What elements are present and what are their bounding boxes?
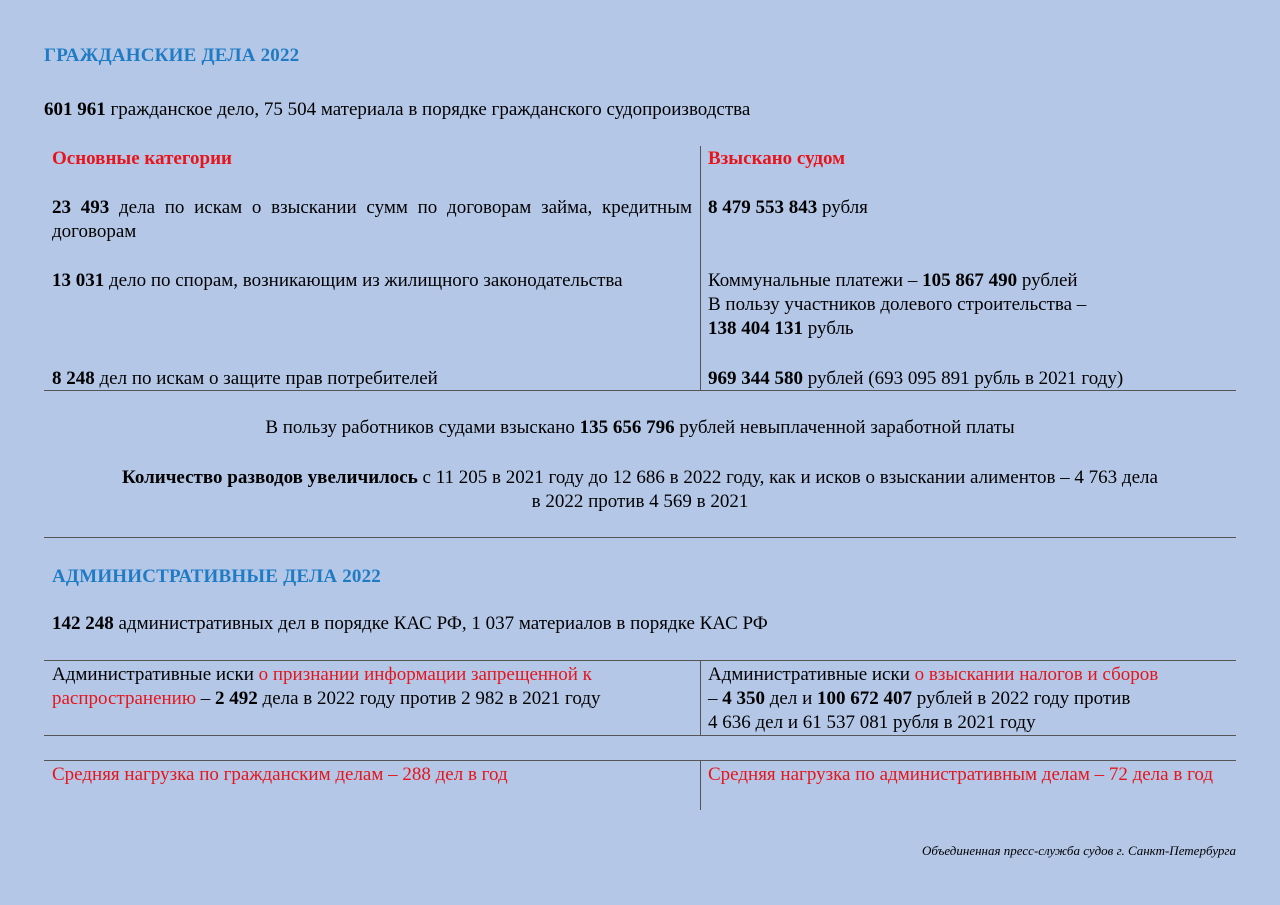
- civil-row-3-left-num: 8 248: [52, 368, 95, 389]
- load-admin: Средняя нагрузка по административным делам – 72 дела в год: [708, 764, 1214, 785]
- footer-credit: Объединенная пресс-служба судов г. Санкт-Петербурга: [922, 843, 1236, 858]
- admin-left-red: о признании информации запрещенной к распространению: [52, 664, 592, 709]
- civil-row-1-right: [708, 196, 868, 220]
- admin-table-top-rule: [44, 660, 1236, 661]
- admin-right-line-3: 4 636 дел и 61 537 081 рубля в 2021 году: [708, 712, 1036, 733]
- admin-right-cell: [708, 663, 1238, 735]
- civil-divorces-paragraph: [44, 466, 1236, 514]
- civil-wages-line: В пользу работников судами взыскано 135 656 796 рублей невыплаченной заработной платы: [265, 417, 1015, 438]
- civil-summary-count: 601 961: [44, 99, 106, 120]
- admin-table-bottom-rule: [44, 735, 1236, 736]
- civil-row-3-left: [52, 367, 438, 391]
- civil-column-divider: [700, 146, 701, 390]
- section-separator: [44, 537, 1236, 538]
- civil-row-3-right: [708, 367, 1123, 391]
- admin-left-num: 2 492: [215, 688, 258, 709]
- civil-divorces-line-2: в 2022 против 4 569 в 2021: [531, 491, 749, 512]
- civil-row-2-right-line-3: 138 404 131 рубль: [708, 318, 854, 339]
- civil-row-2-right: [708, 269, 1086, 341]
- load-table-top-rule: [44, 760, 1236, 761]
- admin-summary: [52, 612, 768, 636]
- civil-wages-num: 135 656 796: [579, 417, 675, 438]
- civil-summary: [44, 98, 750, 122]
- admin-title: АДМИНИСТРАТИВНЫЕ ДЕЛА 2022: [52, 566, 381, 587]
- civil-row-3-right-num: 969 344 580: [708, 368, 803, 389]
- civil-divorces-line-1: Количество разводов увеличилось с 11 205 в 2021 году до 12 686 в 2022 году, как и исков о взыскании алиментов – 4 763 дела: [122, 467, 1158, 488]
- load-column-divider: [700, 760, 701, 810]
- load-civil: Средняя нагрузка по гражданским делам – 288 дел в год: [52, 764, 508, 785]
- civil-row-1-left-text: дела по искам о взыскании сумм по договорам займа, кредитным договорам: [52, 197, 692, 242]
- admin-right-red: о взыскании налогов и сборов: [914, 664, 1159, 685]
- civil-row-1-right-text: рубля: [817, 197, 868, 218]
- civil-row-1-left-num: 23 493: [52, 197, 110, 218]
- civil-row-3-left-text: дел по искам о защите прав потребителей: [94, 368, 438, 389]
- admin-right-line-1: Административные иски о взыскании налогов и сборов: [708, 664, 1159, 685]
- civil-row-2-right-line-2: В пользу участников долевого строительства –: [708, 294, 1087, 315]
- admin-summary-text: административных дел в порядке КАС РФ, 1 037 материалов в порядке КАС РФ: [113, 613, 768, 634]
- civil-left-header: Основные категории: [52, 148, 232, 169]
- civil-row-1-left: [52, 196, 692, 244]
- admin-left-cell: Административные иски о признании информации запрещенной к распространению – 2 492 дела в 2022 году против 2 982 в 2021 году: [52, 664, 601, 709]
- civil-row-2-left-num: 13 031: [52, 270, 105, 291]
- civil-right-header: Взыскано судом: [708, 148, 846, 169]
- admin-summary-count: 142 248: [52, 613, 114, 634]
- civil-divorces-bold: Количество разводов увеличилось: [122, 467, 418, 488]
- civil-row-2-left: [52, 269, 623, 293]
- admin-right-line-2: – 4 350 дел и 100 672 407 рублей в 2022 году против: [708, 688, 1131, 709]
- civil-row-2-left-text: дело по спорам, возникающим из жилищного законодательства: [104, 270, 623, 291]
- civil-row-2-right-line-1: Коммунальные платежи – 105 867 490 рублей: [708, 270, 1078, 291]
- admin-column-divider: [700, 660, 701, 735]
- civil-row-1-right-num: 8 479 553 843: [708, 197, 818, 218]
- civil-title: ГРАЖДАНСКИЕ ДЕЛА 2022: [44, 45, 300, 66]
- civil-table-bottom-rule: [44, 390, 1236, 391]
- civil-summary-text: гражданское дело, 75 504 материала в порядке гражданского судопроизводства: [105, 99, 751, 120]
- civil-row-3-right-text: рублей (693 095 891 рубль в 2021 году): [803, 368, 1124, 389]
